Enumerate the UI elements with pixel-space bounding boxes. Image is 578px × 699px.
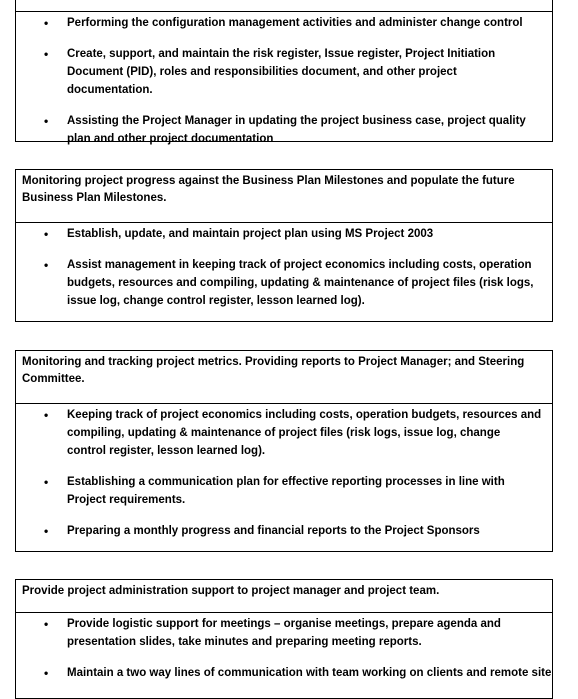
list-item-text: Provide logistic support for meetings – organise meetings, prepare agenda and presentation slides, take minutes and preparing meeting reports. xyxy=(67,618,501,648)
bullet-icon: • xyxy=(44,408,49,422)
list-item-text: Establish, update, and maintain project plan using MS Project 2003 xyxy=(67,228,434,240)
bullet-icon: • xyxy=(44,475,49,489)
section-top-rule xyxy=(16,0,552,12)
bullet-icon: • xyxy=(44,258,49,272)
section-list-1 xyxy=(16,14,552,148)
section-list-3 xyxy=(16,406,552,540)
list-item xyxy=(16,14,552,32)
list-item-text: Assist management in keeping track of project economics including costs, operation budgets, resources and compiling, updating & maintenance of project files (risk logs, issue log, change control register, lesson learned log). xyxy=(67,259,534,307)
section-list-2 xyxy=(16,225,552,310)
list-item xyxy=(16,473,552,509)
section-heading: Provide project administration support to project manager and project team. xyxy=(16,580,552,613)
list-item-text: Establishing a communication plan for effective reporting processes in line with Project requirements. xyxy=(67,476,505,506)
list-item-text: Create, support, and maintain the risk register, Issue register, Project Initiation Document (PID), roles and responsibilities document, and other project documentation. xyxy=(67,48,496,96)
bullet-icon: • xyxy=(44,524,49,538)
section-box-1 xyxy=(15,0,553,145)
section-box-2 xyxy=(15,169,553,322)
section-list-4 xyxy=(16,615,552,682)
list-item xyxy=(16,522,552,540)
list-item-text: Preparing a monthly progress and financial reports to the Project Sponsors xyxy=(67,525,480,537)
section-heading: Monitoring project progress against the Business Plan Milestones and populate the future Business Plan Milestones. xyxy=(16,170,552,223)
list-item xyxy=(16,225,552,243)
bullet-icon: • xyxy=(44,16,49,30)
list-item xyxy=(16,112,552,148)
bullet-icon: • xyxy=(44,114,49,128)
bullet-icon: • xyxy=(44,617,49,631)
bullet-icon: • xyxy=(44,666,49,680)
list-item xyxy=(16,45,552,99)
bullet-icon: • xyxy=(44,47,49,61)
list-item xyxy=(16,406,552,460)
list-item-text: Keeping track of project economics including costs, operation budgets, resources and compiling, updating & maintenance of project files (risk logs, issue log, change control register, lesson learned log). xyxy=(67,409,542,457)
list-item xyxy=(16,615,552,651)
list-item xyxy=(16,664,552,682)
bullet-icon: • xyxy=(44,227,49,241)
section-box-3 xyxy=(15,350,553,552)
list-item-text: Performing the configuration management activities and administer change control xyxy=(67,17,523,29)
list-item-text: Assisting the Project Manager in updating the project business case, project quality plan and other project documentation xyxy=(67,115,526,145)
list-item-text: Maintain a two way lines of communication with team working on clients and remote site xyxy=(67,667,552,679)
section-heading: Monitoring and tracking project metrics. Providing reports to Project Manager; and Steering Committee. xyxy=(16,351,552,404)
section-box-4 xyxy=(15,579,553,699)
list-item xyxy=(16,256,552,310)
